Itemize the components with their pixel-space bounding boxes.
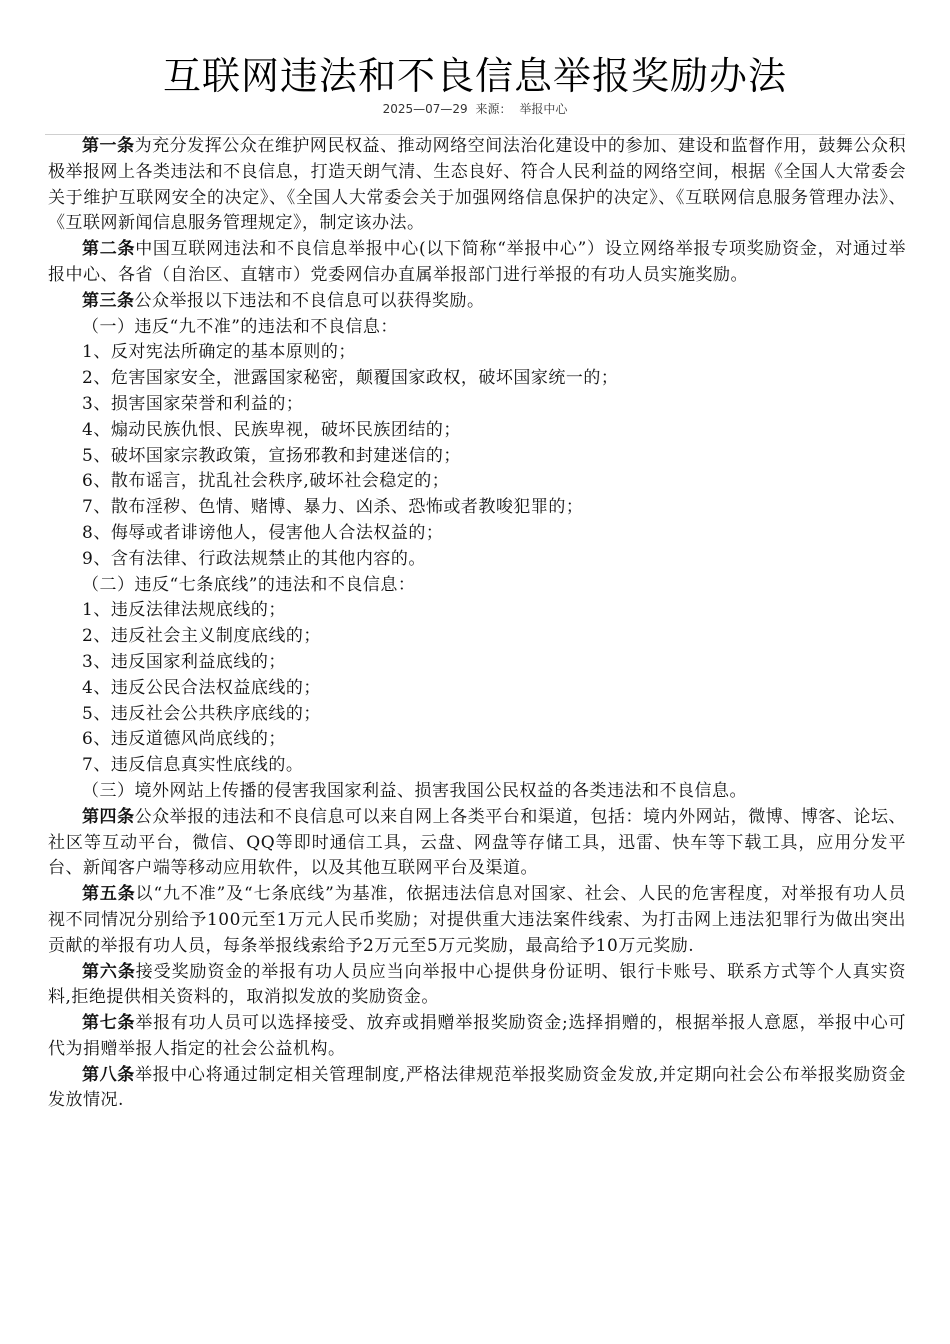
list-item: 3、违反国家利益底线的； — [82, 651, 286, 672]
list-item: 2、危害国家安全，泄露国家秘密，颠覆国家政权，破坏国家统一的； — [82, 368, 619, 389]
article-label: 第六条 — [82, 961, 136, 982]
article-4 — [48, 805, 906, 882]
article-text: 举报中心将通过制定相关管理制度,严格法律规范举报奖励资金发放,并定期向社会公布举报奖励资金发放情况. — [48, 1064, 907, 1111]
article-label: 第七条 — [82, 1013, 136, 1034]
section-heading: （三）境外网站上传播的侵害我国家利益、损害我国公民权益的各类违法和不良信息。 — [82, 780, 747, 801]
list-item: 5、破坏国家宗教政策，宣扬邪教和封建迷信的； — [82, 445, 461, 466]
article-text: 中国互联网违法和不良信息举报中心(以下简称“举报中心”）设立网络举报专项奖励资金，对通过举报中心、各省（自治区、直辖市）党委网信办直属举报部门进行举报的有功人员实施奖励。 — [48, 239, 906, 285]
list-item: 1、反对宪法所确定的基本原则的； — [82, 342, 356, 363]
list-item: 6、违反道德风尚底线的； — [82, 729, 286, 750]
list-item: 4、违反公民合法权益底线的； — [82, 677, 321, 698]
list-item: 8、侮辱或者诽谤他人，侵害他人合法权益的； — [82, 522, 444, 543]
source-label: 来源： — [475, 102, 512, 116]
list-item: 3、损害国家荣誉和利益的； — [82, 393, 304, 414]
list-item: 9、含有法律、行政法规禁止的其他内容的。 — [82, 548, 426, 569]
article-label: 第二条 — [82, 239, 136, 260]
article-text: 以“九不准”及“七条底线”为基准，依据违法信息对国家、社会、人民的危害程度，对举报有功人员视不同情况分别给予100元至1万元人民币奖励；对提供重大违法案件线索、为打击网上违法犯罪行为做出突出贡献的举报有功人员，每条举报线索给予2万元至5万元奖励，最高给予10万元奖励. — [48, 884, 907, 956]
article-2 — [48, 237, 906, 289]
list-item: 5、违反社会公共秩序底线的； — [82, 703, 321, 724]
list-item: 7、违反信息真实性底线的。 — [82, 755, 304, 776]
article-text: 为充分发挥公众在维护网民权益、推动网络空间法治化建设中的参加、建设和监督作用，鼓舞公众积极举报网上各类违法和不良信息，打造天朗气清、生态良好、符合人民利益的网络空间，根据《全国人大常委会关于维护互联网安全的决定》、《全国人大常委会关于加强网络信息保护的决定》、《互联网信息服务管理办法》、《互联网新闻信息服务管理规定》，制定该办法。 — [48, 136, 907, 234]
article-3 — [48, 289, 906, 315]
list-item: 4、煽动民族仇恨、民族卑视，破坏民族团结的； — [82, 419, 461, 440]
document-body — [48, 134, 906, 1114]
article-text: 公众举报以下违法和不良信息可以获得奖励。 — [134, 290, 485, 311]
article-text: 举报有功人员可以选择接受、放弃或捐赠举报奖励资金;选择捐赠的，根据举报人意愿，举报中心可代为捐赠举报人指定的社会公益机构。 — [48, 1013, 907, 1059]
article-1 — [48, 134, 906, 237]
article-label: 第五条 — [82, 884, 136, 905]
article-7 — [48, 1011, 906, 1063]
article-8 — [48, 1063, 906, 1115]
section-heading: （一）违反“九不准”的违法和不良信息： — [82, 316, 398, 337]
list-item: 1、违反法律法规底线的； — [82, 600, 286, 621]
document-meta — [0, 101, 950, 117]
article-label: 第八条 — [82, 1064, 135, 1085]
article-label: 第三条 — [82, 290, 135, 311]
page-title: 互联网违法和不良信息举报奖励办法 — [162, 54, 787, 98]
section-heading: （二）违反“七条底线”的违法和不良信息： — [82, 574, 416, 595]
article-6 — [48, 960, 906, 1012]
list-item: 7、散布淫秽、色情、赌博、暴力、凶杀、恐怖或者教唆犯罪的； — [82, 497, 584, 518]
article-label: 第一条 — [82, 136, 135, 156]
list-item: 6、散布谣言，扰乱社会秩序,破坏社会稳定的； — [82, 471, 450, 492]
article-5 — [48, 882, 906, 959]
source-name: 举报中心 — [519, 102, 568, 116]
article-text: 接受奖励资金的举报有功人员应当向举报中心提供身份证明、银行卡账号、联系方式等个人真实资料,拒绝提供相关资料的，取消拟发放的奖励资金。 — [48, 961, 907, 1008]
publish-date: 2025—07—29 — [382, 102, 468, 116]
article-label: 第四条 — [82, 806, 135, 827]
list-item: 2、违反社会主义制度底线的； — [82, 626, 321, 647]
article-text: 公众举报的违法和不良信息可以来自网上各类平台和渠道，包括：境内外网站，微博、博客、论坛、社区等互动平台，微信、QQ等即时通信工具，云盘、网盘等存储工具，迅雷、快车等下载工具，应用分发平台、新闻客户端等移动应用软件，以及其他互联网平台及渠道。 — [48, 806, 907, 879]
